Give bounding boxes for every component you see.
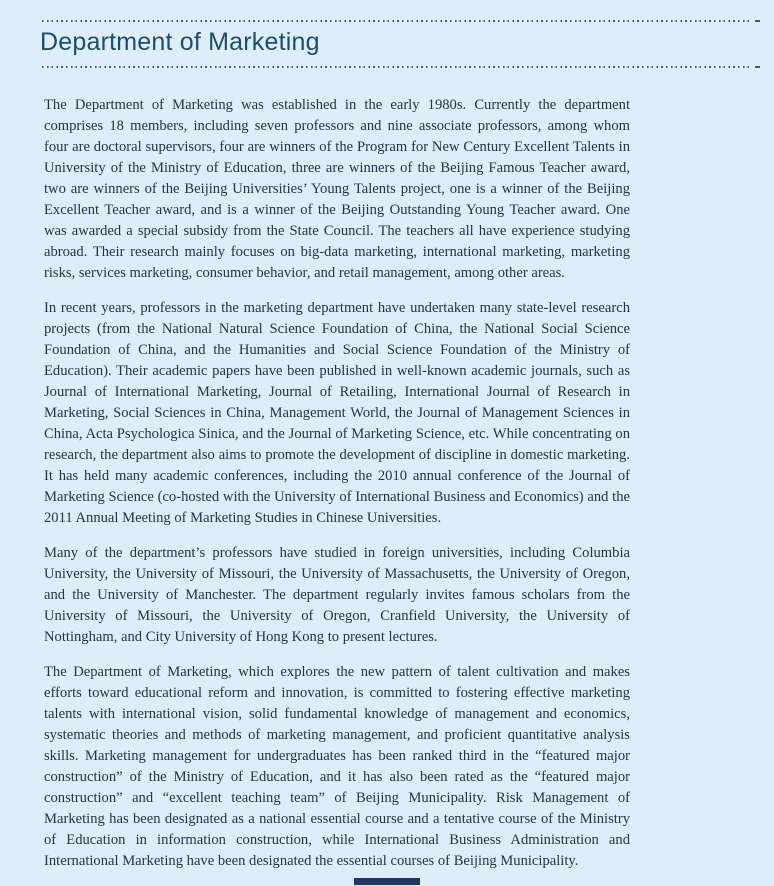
page-footer-tab [354, 878, 420, 885]
paragraph-department-history: The Department of Marketing was established in the early 1980s. Currently the department comprises 18 members, including seven professors and nine associate professors, among whom four are doctoral supervisors, four are winners of the Program for New Century Excellent Talents in University of the Ministry of Education, three are winners of the Beijing Famous Teacher award, two are winners of the Beijing Universities’ Young Talents project, one is a winner of the Beijing Excellent Teacher award, and is a winner of the Beijing Outstanding Young Teacher award. One was awarded a special subsidy from the State Council. The teachers all have experience studying abroad. Their research mainly focuses on big-data marketing, international marketing, marketing risks, services marketing, consumer behavior, and retail management, among other areas. [44, 97, 630, 281]
rule-end-dash [755, 66, 760, 68]
article-body [44, 95, 630, 886]
paragraph-international-exchange: Many of the department’s professors have studied in foreign universities, including Columbia University, the University of Missouri, the University of Massachusetts, the University of Oregon, and the University of Manchester. The department regularly invites famous scholars from the University of Missouri, the University of Oregon, Cranfield University, the University of Nottingham, and City University of Hong Kong to present lectures. [44, 545, 630, 645]
title-dotted-rule [42, 66, 752, 68]
paragraph-talent-cultivation: The Department of Marketing, which explores the new pattern of talent cultivation and makes efforts toward educational reform and innovation, is committed to fostering effective marketing talents with international vision, solid fundamental knowledge of management and economics, systematic theories and methods of marketing management, and proficient quantitative analysis skills. Marketing management for undergraduates has been ranked third in the “featured major construction” of the Ministry of Education, and it has also been rated as the “featured major construction” and “excellent teaching team” of Beijing Municipality. Risk Management of Marketing has been designated as a national essential course and a tentative course of the Ministry of Education in information construction, while International Business Administration and International Marketing have been designated the essential courses of Beijing Municipality. [44, 664, 630, 869]
paragraph-research-achievements: In recent years, professors in the marketing department have undertaken many state-level research projects (from the National Natural Science Foundation of China, the National Social Science Foundation of China, and the Humanities and Social Science Foundation of the Ministry of Education). Their academic papers have been published in well-known academic journals, such as Journal of International Marketing, Journal of Retailing, International Journal of Research in Marketing, Social Sciences in China, Management World, the Journal of Management Sciences in China, Acta Psychologica Sinica, and the Journal of Marketing Science, etc. While concentrating on research, the department also aims to promote the development of discipline in domestic marketing. It has held many academic conferences, including the 2010 annual conference of the Journal of Marketing Science (co-hosted with the University of International Business and Economics) and the 2011 Annual Meeting of Marketing Studies in Chinese Universities. [44, 300, 630, 526]
top-dotted-rule [42, 20, 752, 22]
page-title: Department of Marketing [40, 28, 320, 56]
rule-end-dash [755, 20, 760, 22]
